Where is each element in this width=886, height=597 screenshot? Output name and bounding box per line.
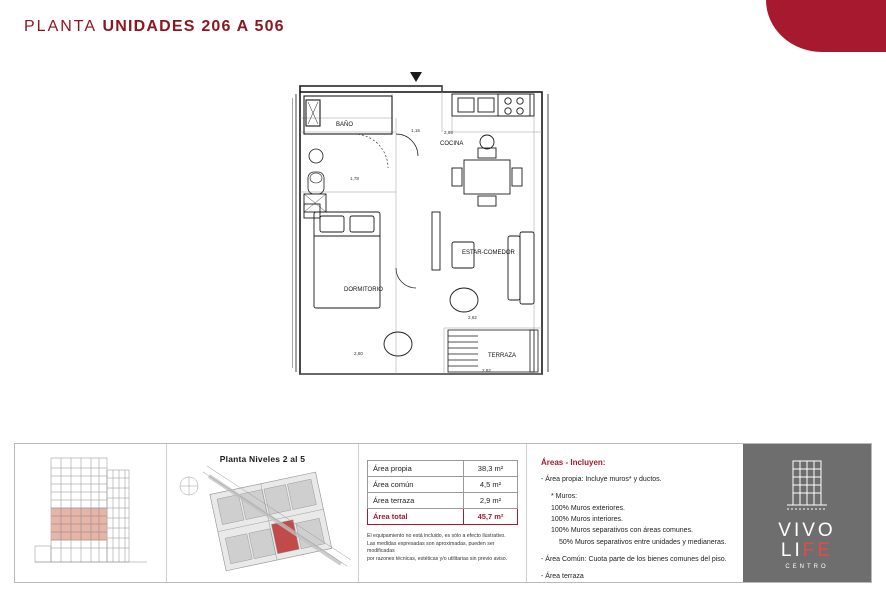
level-plan-thumbnail <box>167 444 359 582</box>
areas-heading: Áreas - Incluyen: <box>541 458 606 467</box>
bottom-info-panel <box>14 443 872 583</box>
logo-line-life <box>778 541 835 560</box>
building-logo-icon <box>783 457 831 513</box>
dimension-label: 2,82 <box>482 368 491 373</box>
table-row <box>368 477 518 493</box>
areas-item: - Área Común: Cuota parte de los bienes comunes del piso. <box>541 555 727 563</box>
areas-item: 100% Muros separativos con áreas comunes. <box>551 527 694 535</box>
areas-item: 50% Muros separativos entre unidades y medianeras. <box>559 538 727 546</box>
dimension-label: 2,95 <box>444 130 453 135</box>
table-cell-value: 2,9 m² <box>464 493 518 509</box>
room-label: BAÑO <box>336 122 354 128</box>
page-title-bold: UNIDADES 206 A 506 <box>102 18 285 35</box>
room-label: COCINA <box>440 141 464 147</box>
floor-plan-svg <box>292 72 574 382</box>
floor-plan-drawing <box>292 72 574 382</box>
building-elevation-thumbnail <box>15 444 167 582</box>
disclaimer-line: por razones técnicas, estéticas y/o utilitarias sin previo aviso. <box>367 555 508 562</box>
north-arrow-icon <box>410 72 422 82</box>
table-row <box>368 461 518 477</box>
table-cell-label: Área común <box>368 477 464 493</box>
dimension-label: 1,15 <box>411 128 420 133</box>
table-row-total <box>368 509 518 525</box>
areas-list <box>541 474 733 583</box>
areas-item: 100% Muros exteriores. <box>551 504 625 512</box>
disclaimer-note <box>367 533 518 563</box>
corner-accent-shape <box>766 0 886 52</box>
level-plan-title: Planta Niveles 2 al 5 <box>219 454 306 464</box>
areas-table-block <box>359 444 527 582</box>
disclaimer-line: Las medidas expresadas son aproximadas, pueden ser modificadas <box>367 540 495 555</box>
areas-item: - Área propia: Incluye muros* y ductos. <box>541 476 662 483</box>
table-cell-value: 38,3 m² <box>464 461 518 477</box>
room-label: ESTAR-COMEDOR <box>462 250 515 256</box>
dimension-label: 2,80 <box>354 351 363 356</box>
disclaimer-line: El equipamiento no está incluido, es sólo a efecto ilustrativo. <box>367 533 506 539</box>
page-title-light: PLANTA <box>24 18 98 35</box>
areas-item: - Área terraza <box>541 573 584 581</box>
logo-life-part1: LI <box>780 539 803 561</box>
table-cell-value: 4,5 m² <box>464 477 518 493</box>
table-cell-label: Área total <box>368 509 464 525</box>
table-cell-label: Área terraza <box>368 493 464 509</box>
table-row <box>368 493 518 509</box>
building-elevation-svg <box>21 450 161 576</box>
brand-logo-text <box>778 521 835 570</box>
areas-item: 100% Muros interiores. <box>551 515 623 523</box>
table-cell-value: 45,7 m² <box>464 509 518 525</box>
areas-description-block <box>527 444 743 582</box>
room-label: TERRAZA <box>488 353 517 359</box>
room-label: DORMITORIO <box>344 287 383 293</box>
table-cell-label: Área propia <box>368 461 464 477</box>
dimension-label: 2,82 <box>468 315 477 320</box>
level-plan-svg <box>173 464 353 572</box>
dimension-label: 1,78 <box>350 176 359 181</box>
logo-line-vivo: VIVO <box>778 519 836 541</box>
logo-subtitle: CENTRO <box>785 563 829 570</box>
areas-table <box>367 460 518 525</box>
page-title <box>24 18 285 36</box>
brand-logo-block <box>743 444 871 582</box>
areas-item: * Muros: <box>551 493 578 501</box>
logo-life-part2: FE <box>802 539 834 561</box>
